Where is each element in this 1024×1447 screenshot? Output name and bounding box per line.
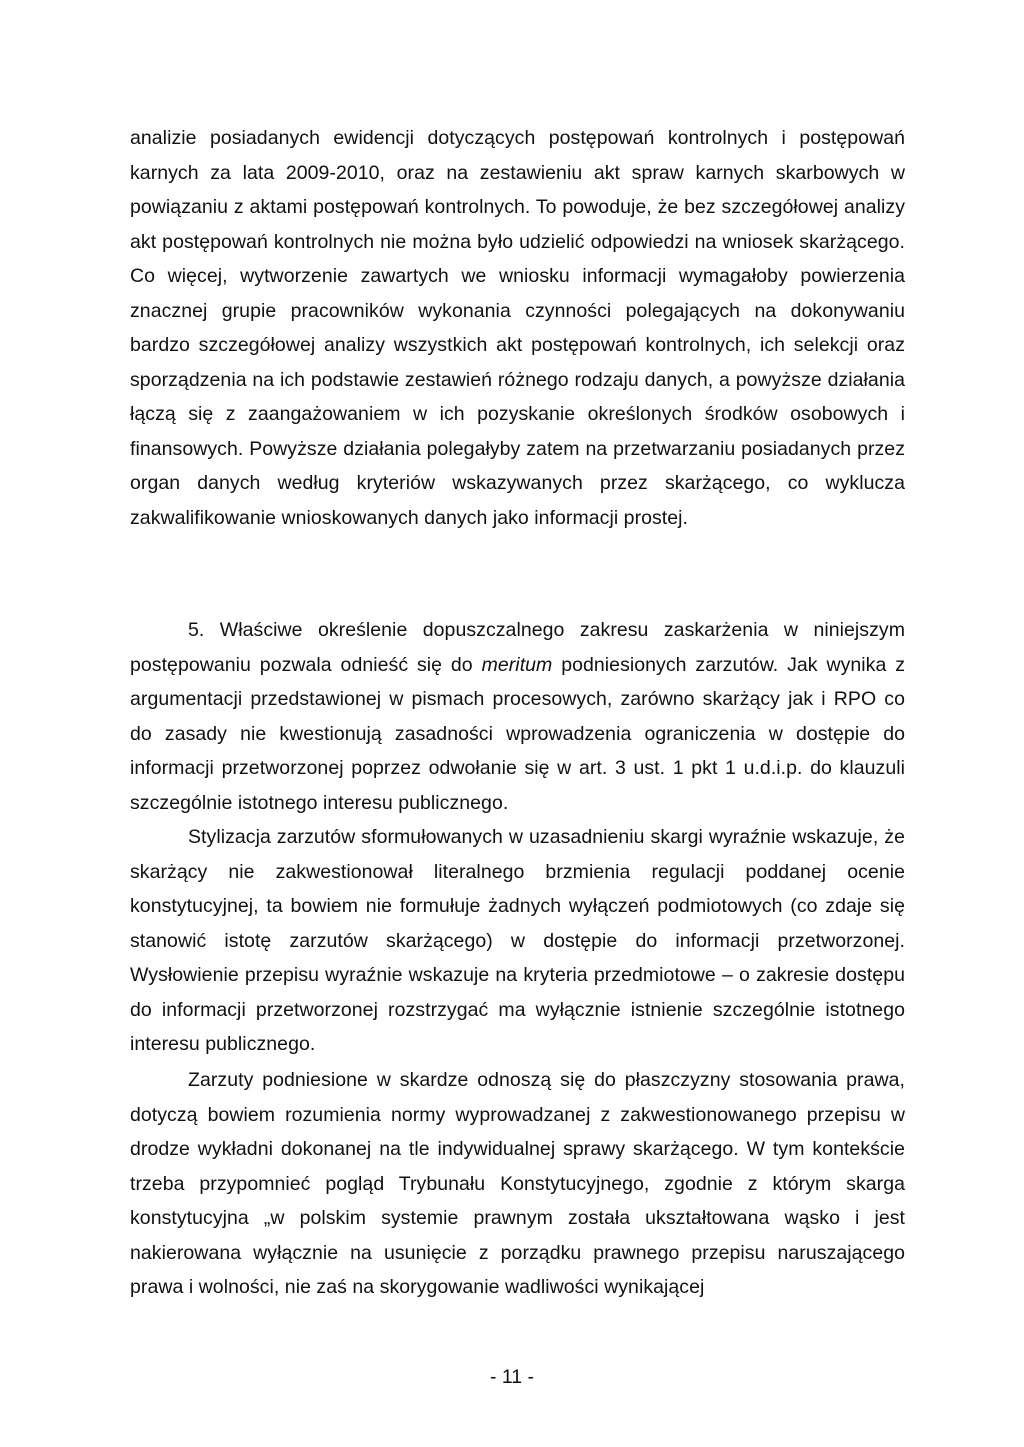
paragraph-text [130,613,905,820]
paragraph-continuation [130,121,905,535]
page-number: - 11 - [489,1366,535,1388]
paragraph-text-start: 5. Właściwe określenie dopuszczalnego zakresu zaskarżenia w niniejszym postępowaniu pozwala odnieść się do [130,619,905,676]
paragraph-section-5 [130,613,905,820]
emphasis-term: meritum [481,653,553,676]
paragraph-zarzuty [130,1063,905,1305]
paragraph-text: Zarzuty podniesione w skardze odnoszą się do płaszczyzny stosowania prawa, dotyczą bowiem rozumienia normy wyprowadzanej z zakwestionowanego przepisu w drodze wykładni dokonanej na tle indywidualnej sprawy skarżącego. W tym kontekście trzeba przypomnieć pogląd Trybunału Konstytucyjnego, zgodnie z którym skarga konstytucyjna „w polskim systemie prawnym została ukształtowana wąsko i jest nakierowana wyłącznie na usunięcie z porządku prawnego przepisu naruszającego prawa i wolności, nie zaś na skorygowanie wadliwości wynikającej [130,1069,905,1298]
paragraph-text-end: podniesionych zarzutów. Jak wynika z argumentacji przedstawionej w pismach procesowych, zarówno skarżący jak i RPO co do zasady nie kwestionują zasadności wprowadzenia ograniczenia w dostępie do informacji przetworzonej poprzez odwołanie się w art. 3 ust. 1 pkt 1 u.d.i.p. do klauzuli szczególnie istotnego interesu publicznego. [130,653,906,814]
paragraph-text: analizie posiadanych ewidencji dotyczących postępowań kontrolnych i postępowań karnych za lata 2009-2010, oraz na zestawieniu akt spraw karnych skarbowych w powiązaniu z aktami postępowań kontrolnych. To powoduje, że bez szczegółowej analizy akt postępowań kontrolnych nie można było udzielić odpowiedzi na wniosek skarżącego. Co więcej, wytworzenie zawartych we wniosku informacji wymagałoby powierzenia znacznej grupie pracowników wykonania czynności polegających na dokonywaniu bardzo szczegółowej analizy wszystkich akt postępowań kontrolnych, ich selekcji oraz sporządzenia na ich podstawie zestawień różnego rodzaju danych, a powyższe działania łączą się z zaangażowaniem w ich pozyskanie określonych środków osobowych i finansowych. Powyższe działania polegałyby zatem na przetwarzaniu posiadanych przez organ danych według kryteriów wskazywanych przez skarżącego, co wyklucza zakwalifikowanie wnioskowanych danych jako informacji prostej. [130,127,905,529]
paragraph-text: Stylizacja zarzutów sformułowanych w uzasadnieniu skargi wyraźnie wskazuje, że skarżący nie zakwestionował literalnego brzmienia regulacji poddanej ocenie konstytucyjnej, ta bowiem nie formułuje żadnych wyłączeń podmiotowych (co zdaje się stanowić istotę zarzutów skarżącego) w dostępie do informacji przetworzonej. Wysłowienie przepisu wyraźnie wskazuje na kryteria przedmiotowe – o zakresie dostępu do informacji przetworzonej rozstrzygać ma wyłącznie istnienie szczególnie istotnego interesu publicznego. [130,826,905,1055]
paragraph-stylizacja [130,820,905,1062]
